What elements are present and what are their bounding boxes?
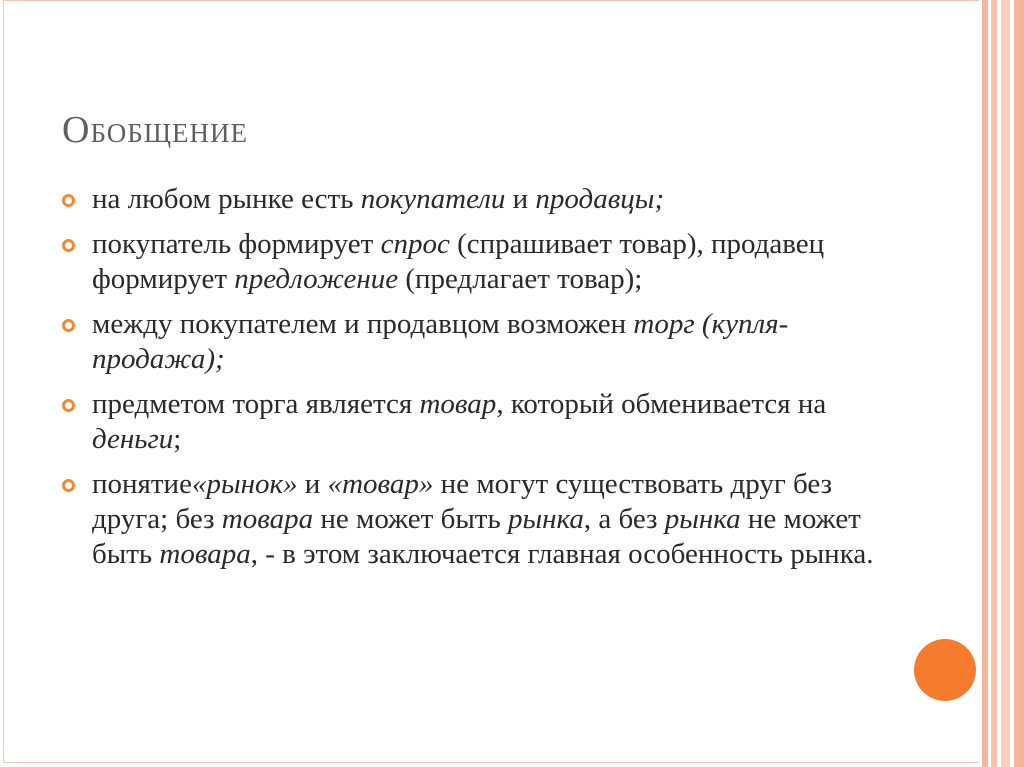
- bullet-icon: [62, 479, 75, 492]
- bullet-text: и: [505, 183, 536, 215]
- bullet-text-italic: товара: [159, 538, 251, 570]
- bullet-text-italic: «товар»: [327, 468, 434, 500]
- bullet-text-italic: «рынок»: [191, 468, 298, 500]
- bullet-item: [62, 182, 882, 217]
- bullet-list: [62, 182, 882, 582]
- bullet-icon: [62, 319, 75, 332]
- bullet-icon: [62, 239, 75, 252]
- bullet-text: ;: [173, 423, 182, 455]
- bullet-text: между покупателем и продавцом возможен: [92, 308, 634, 340]
- bullet-text-italic: продавцы;: [535, 183, 665, 215]
- bullet-text-italic: спрос: [380, 228, 450, 260]
- bullet-icon: [62, 399, 75, 412]
- bullet-text-italic: покупатели: [360, 183, 506, 215]
- bullet-text: (спрашивает товар), продавец формирует: [92, 228, 825, 295]
- bullet-text: предметом торга является: [92, 388, 420, 420]
- bullet-icon: [62, 194, 75, 207]
- bullet-text-italic: торг (купля-продажа);: [92, 308, 789, 375]
- bullet-text: не могут существовать друг без друга; без: [92, 468, 833, 535]
- bullet-text-italic: рынка: [507, 503, 584, 535]
- bullet-text-italic: товара: [221, 503, 314, 535]
- bullet-text-italic: деньги: [92, 423, 174, 455]
- bullet-text-italic: предложение: [234, 263, 399, 295]
- bullet-item: [62, 227, 882, 297]
- decorative-stripes: [979, 0, 1024, 767]
- bullet-text: покупатель формирует: [92, 228, 381, 260]
- orange-circle-decoration: [914, 639, 976, 701]
- bullet-text-italic: товар: [419, 388, 497, 420]
- bullet-text-italic: рынка: [664, 503, 741, 535]
- bullet-item: [62, 307, 882, 377]
- bullet-item: [62, 467, 882, 572]
- bullet-text: не может быть: [313, 503, 508, 535]
- bullet-text: не может быть: [92, 503, 861, 570]
- bullet-text: (предлагает товар);: [398, 263, 643, 295]
- bullet-text: понятие: [92, 468, 192, 500]
- bullet-text: на любом рынке есть: [92, 183, 361, 215]
- bullet-text: , - в этом заключается главная особенность рынка.: [250, 538, 874, 570]
- bullet-text: , который обменивается на: [496, 388, 827, 420]
- bullet-text: и: [297, 468, 328, 500]
- slide-title: Обобщение: [62, 109, 248, 151]
- bullet-text: , а без: [583, 503, 665, 535]
- bullet-item: [62, 387, 882, 457]
